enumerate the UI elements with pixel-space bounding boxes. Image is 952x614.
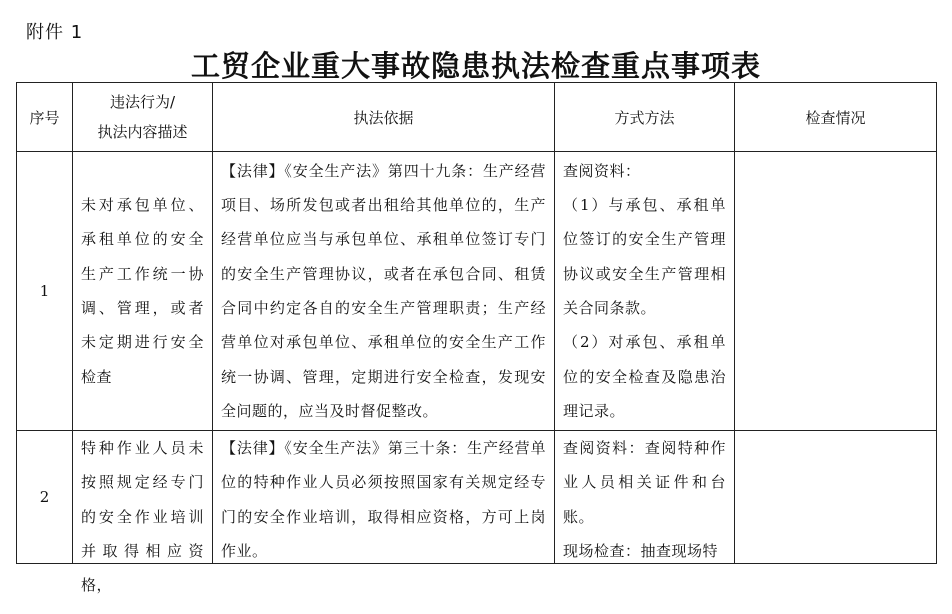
row-method xyxy=(555,152,735,431)
table-row xyxy=(17,431,937,564)
row-method-text xyxy=(563,431,726,563)
row-description: 未对承包单位、承租单位的安全生产工作统一协调、管理，或者未定期进行安全检查 xyxy=(73,152,213,431)
header-description-line1: 违法行为/ xyxy=(109,93,176,111)
header-result: 检查情况 xyxy=(735,83,937,152)
row-number: 2 xyxy=(17,431,73,564)
header-basis: 执法依据 xyxy=(213,83,555,152)
row-result xyxy=(735,431,937,564)
row-basis: 【法律】《安全生产法》第四十九条：生产经营项目、场所发包或者出租给其他单位的，生产经营单位应当与承包单位、承租单位签订专门的安全生产管理协议，或者在承包合同、租赁合同中约定各自的安全生产管理职责；生产经营单位对承包单位、承租单位的安全生产工作统一协调、管理，定期进行安全检查，发现安全问题的，应当及时督促整改。 xyxy=(213,152,555,431)
method-line: 查阅资料：查阅特种作业人员相关证件和台账。 xyxy=(563,439,726,526)
row-description xyxy=(73,431,213,595)
row-description-text: 特种作业人员未按照规定经专门的安全作业培训并取得相应资格， xyxy=(81,439,204,595)
row-method xyxy=(555,431,735,564)
header-no: 序号 xyxy=(17,83,73,152)
table-header-row xyxy=(17,83,937,152)
table-row xyxy=(17,152,937,431)
method-line: 查阅资料： xyxy=(563,161,641,180)
row-result xyxy=(735,152,937,431)
row-basis-text: 【法律】《安全生产法》第三十条：生产经营单位的特种作业人员必须按照国家有关规定经专门的安全作业培训，取得相应资格，方可上岗作业。 xyxy=(221,439,546,560)
method-line: 现场检查：抽查现场特 xyxy=(563,541,719,560)
page-title: 工贸企业重大事故隐患执法检查重点事项表 xyxy=(190,49,761,83)
method-line: （2）对承包、承租单位的安全检查及隐患治理记录。 xyxy=(563,333,726,420)
header-method: 方式方法 xyxy=(555,83,735,152)
header-description xyxy=(73,83,213,152)
row-basis xyxy=(213,431,555,564)
attachment-label: 附件 1 xyxy=(26,22,84,43)
method-line: （1）与承包、承租单位签订的安全生产管理协议或安全生产管理相关合同条款。 xyxy=(563,196,726,317)
row-number: 1 xyxy=(17,152,73,431)
inspection-table xyxy=(16,82,937,595)
header-description-line2: 执法内容描述 xyxy=(97,123,188,141)
